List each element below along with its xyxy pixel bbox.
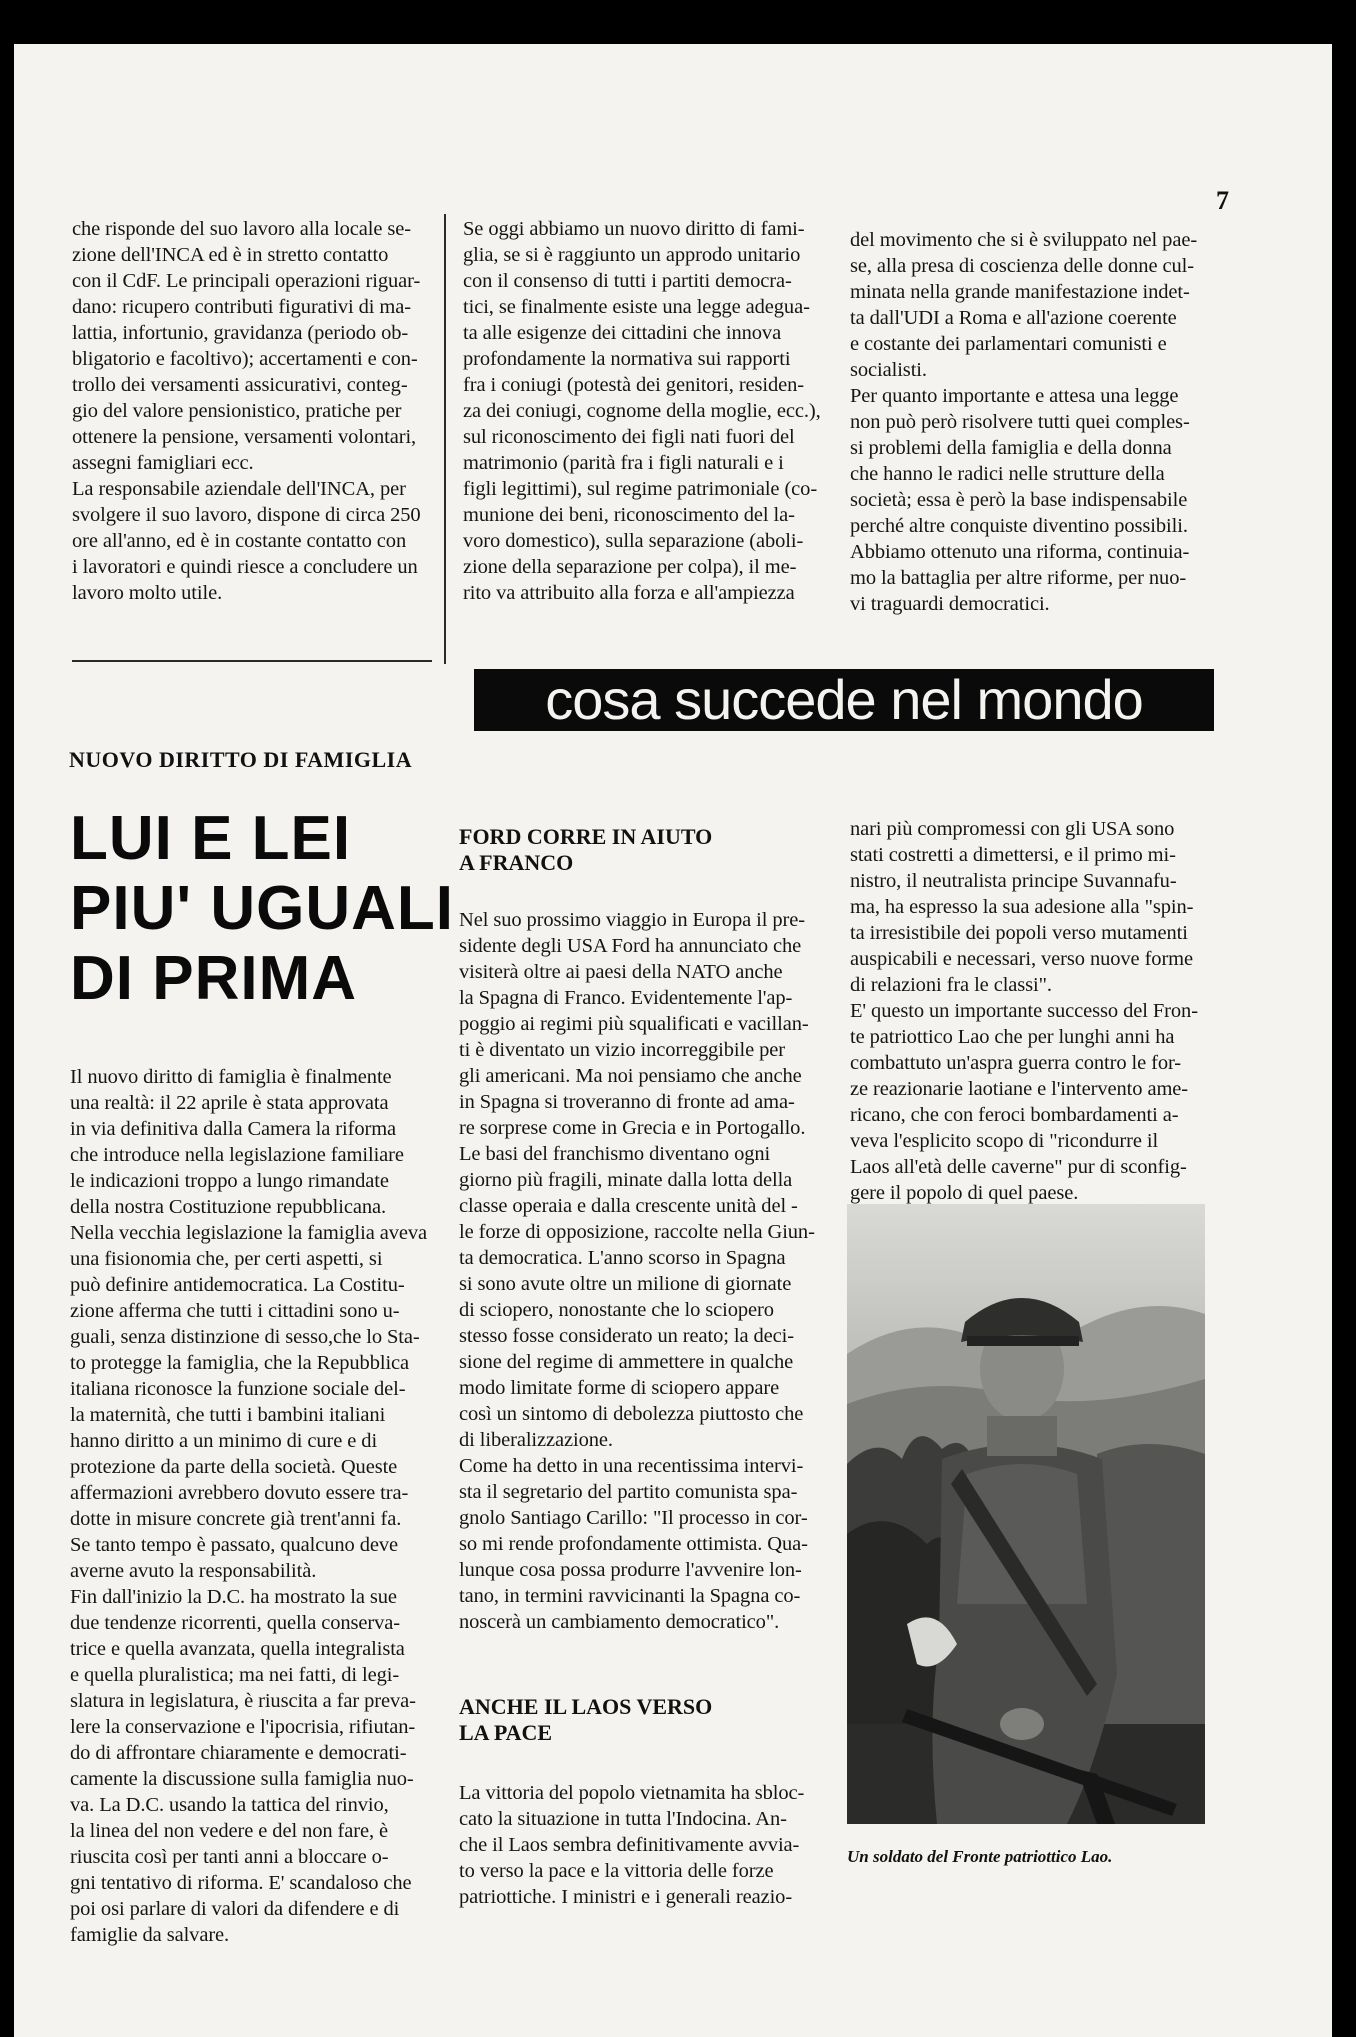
ford-body: Nel suo prossimo viaggio in Europa il pre- sidente degli USA Ford ha annunciato che visiterà oltre ai paesi della NATO anche la Spagna di Franco. Evidentemente l'ap- poggio ai regimi più squalificati e vacillan- ti è diventato un vizio incorreggibile per gli americani. Ma noi pensiamo che anche in Spagna si troveranno di fronte ad ama- re sorprese come in Grecia e in Portogallo. Le basi del franchismo diventano ogni giorno più fragili, minate dalla lotta della classe operaia e dalla crescente unità del - le forze di opposizione, raccolte nella Giun- ta democratica. L'anno scorso in Spagna si sono avute oltre un milione di giornate di sciopero, nonostante che lo sciopero stesso fosse considerato un reato; la deci- sione del regime di ammettere in qualche modo limitate forme di sciopero appare così un sintomo di debolezza piuttosto che di liberalizzazione. Come ha detto in una recentissima intervi- sta il segretario del partito comunista spa- gnolo Santiago Carillo: "Il processo in cor- so mi rende profondamente ottimista. Qua- lunque cosa possa produrre l'avvenire lon- tano, in termini ravvicinanti la Spagna co- noscerà un cambiamento democratico". bbox=[459, 909, 815, 1633]
famiglia-column-continued: Se oggi abbiamo un nuovo diritto di fami- glia, se si è raggiunto un approdo unitario con il consenso di tutti i partiti democra- tici, se finalmente esiste una legge adegua- ta alle esigenze dei cittadini che innova profondamente la normativa sui rapporti fra i coniugi (potestà dei genitori, residen- za dei coniugi, cognome della moglie, ecc.), sul riconoscimento dei figli nati fuori del matrimonio (parità fra i figli naturali e i figli legittimi), sul regime patrimoniale (co- munione dei beni, riconoscimento del la- voro domestico), sulla separazione (aboli- zione della separazione per colpa), il me- rito va attribuito alla forza e all'ampiezza bbox=[463, 218, 821, 604]
page-number: 7 bbox=[1216, 186, 1229, 215]
laos-soldier-photo bbox=[847, 1204, 1205, 1824]
photo-caption: Un soldato del Fronte patriottico Lao. bbox=[847, 1847, 1113, 1866]
world-news-banner: cosa succede nel mondo bbox=[474, 669, 1214, 731]
section-rule-left bbox=[72, 660, 432, 662]
famiglia-column-conclusion: del movimento che si è sviluppato nel pae- se, alla presa di coscienza delle donne cul- minata nella grande manifestazione indet- ta dall'UDI a Roma e all'azione coerente e costante dei parlamentari comunisti e socialisti. Per quanto importante e attesa una legge non può però risolvere tutti quei comples- si problemi della famiglia e della donna che hanno le radici nelle strutture della società; essa è però la base indispensabile perché altre conquiste diventino possibili. Abbiamo ottenuto una riforma, continuia- mo la battaglia per altre riforme, per nuo- vi traguardi democratici. bbox=[850, 229, 1198, 615]
laos-body: La vittoria del popolo vietnamita ha sbloc- cato la situazione in tutta l'Indocina. An- che il Laos sembra definitivamente avvia- to verso la pace e la vittoria delle forze patriottiche. I ministri e i generali reazio- bbox=[459, 1782, 805, 1908]
famiglia-kicker: NUOVO DIRITTO DI FAMIGLIA bbox=[69, 747, 413, 772]
famiglia-body: Il nuovo diritto di famiglia è finalmente una realtà: il 22 aprile è stata approvata in via definitiva dalla Camera la riforma che introduce nella legislazione familiare le indicazioni troppo a lungo rimandate della nostra Costituzione repubblicana. Nella vecchia legislazione la famiglia aveva una fisionomia che, per certi aspetti, si può definire antidemocratica. La Costitu- zione afferma che tutti i cittadini sono u- guali, senza distinzione di sesso,che lo Sta- to protegge la famiglia, che la Repubblica italiana riconosce la funzione sociale del- la maternità, che tutti i bambini italiani hanno diritto a un minimo di cure e di protezione da parte della società. Queste affermazioni avrebbero dovuto essere tra- dotte in misure concrete già trent'anni fa. Se tanto tempo è passato, qualcuno deve averne avuto la responsabilità. Fin dall'inizio la D.C. ha mostrato la sue due tendenze ricorrenti, quella conserva- trice e quella avanzata, quella integralista e quella pluralistica; ma nei fatti, di legi- slatura in legislatura, è riuscita a far preva- lere la conservazione e l'ipocrisia, rifiutan- do di affrontare chiaramente e democrati- camente la discussione sulla famiglia nuo- va. La D.C. usando la tattica del rinvio, la linea del non vedere e del non fare, è riuscita così per tanti anni a bloccare o- gni tentativo di riforma. E' scandaloso che poi osi parlare di valori da difendere e di famiglie da salvare. bbox=[70, 1066, 428, 1946]
magazine-page bbox=[14, 44, 1332, 2037]
ford-title: FORD CORRE IN AIUTO A FRANCO bbox=[459, 824, 713, 875]
laos-title: ANCHE IL LAOS VERSO LA PACE bbox=[459, 1694, 713, 1745]
inca-column-end: che risponde del suo lavoro alla locale se- zione dell'INCA ed è in stretto contatto con il CdF. Le principali operazioni riguar- dano: ricupero contributi figurativi di ma- lattia, infortunio, gravidanza (periodo ob- bligatorio e facoltivo); accertamenti e con- trollo dei versamenti assicurativi, conteg- gio del valore pensionistico, pratiche per ottenere la pensione, versamenti volontari, assegni famigliari ecc. La responsabile aziendale dell'INCA, per svolgere il suo lavoro, dispone di circa 250 ore all'anno, ed è in costante contatto con i lavoratori e quindi riesce a concludere un lavoro molto utile. bbox=[72, 218, 421, 604]
soldier-image bbox=[847, 1204, 1205, 1824]
laos-body-continued: nari più compromessi con gli USA sono stati costretti a dimettersi, e il primo mi- nistro, il neutralista principe Suvannafu- ma, ha espresso la sua adesione alla "spin- ta irresistibile dei popoli verso mutamenti auspicabili e necessari, verso nuove forme di relazioni fra le classi". E' questo un importante successo del Fron- te patriottico Lao che per lunghi anni ha combattuto un'aspra guerra contro le for- ze reazionarie laotiane e l'intervento ame- ricano, che con feroci bombardamenti a- veva l'esplicito scopo di "ricondurre il Laos all'età delle caverne" pur di sconfig- gere il popolo di quel paese. bbox=[850, 818, 1198, 1204]
famiglia-headline: LUI E LEI PIU' UGUALI DI PRIMA bbox=[70, 804, 454, 1013]
column-divider-top-left bbox=[444, 214, 446, 664]
